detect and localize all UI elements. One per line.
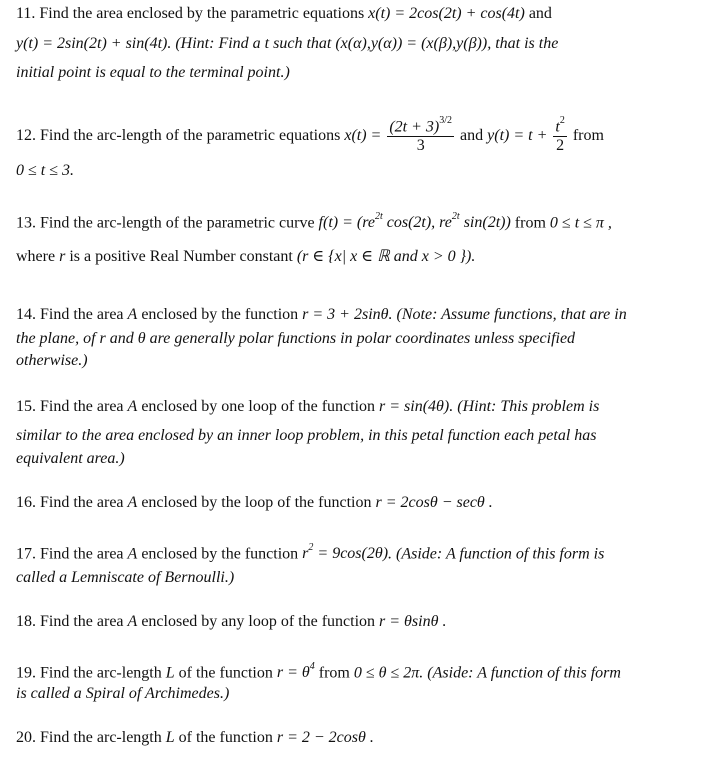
p15-equation: r = sin(4θ) xyxy=(379,398,450,415)
problem-13-line-1 xyxy=(16,209,612,233)
problem-16-line-1 xyxy=(16,493,493,513)
p12-y-lhs: y(t) = t + xyxy=(487,127,548,144)
problem-15-line-3: equivalent area.) xyxy=(16,450,125,467)
p12-and: and xyxy=(460,127,484,144)
p19-lead: 19. Find the arc-length xyxy=(16,664,162,682)
p11-lead: 11. Find the area enclosed by the parametric equations xyxy=(16,5,365,22)
p16-A: A xyxy=(127,494,138,511)
p18-equation: r = θsinθ . xyxy=(379,613,447,630)
p13-curve: $f(t) = (re^{2t}$ cos(2t), $re^{2t}$ sin(2t)) xyxy=(318,211,511,232)
problem-14-line-2: the plane, of r and θ are generally polar functions in polar coordinates unless specified xyxy=(16,330,576,347)
p16-mid: enclosed by the loop of the function xyxy=(141,494,372,511)
problem-15-line-1 xyxy=(16,397,599,417)
p19-from: from xyxy=(318,664,350,682)
p17-lead: 17. Find the area xyxy=(16,545,124,563)
p18-A: A xyxy=(127,613,138,630)
p13-lead: 13. Find the arc-length of the parametric curve xyxy=(16,214,315,232)
problem-11-line-3: initial point is equal to the terminal point.) xyxy=(16,64,290,81)
problem-19-line-1 xyxy=(16,659,621,683)
p16-equation: r = 2cosθ − secθ . xyxy=(375,494,493,511)
p12-y-numerator: t xyxy=(555,118,560,136)
p20-L: L xyxy=(165,729,175,746)
p19-equation: $r = \theta^4$ xyxy=(276,661,315,682)
p12-x-fraction xyxy=(387,115,454,155)
p17-equation: $r^2 = 9\cos(2\theta)$ xyxy=(302,542,389,563)
problem-11-line-2 xyxy=(16,34,558,54)
p13-where: where xyxy=(16,248,56,265)
p12-range: 0 ≤ t ≤ 3. xyxy=(16,162,75,179)
p20-equation: r = 2 − 2cosθ . xyxy=(276,729,374,746)
problem-17-line-1 xyxy=(16,540,604,564)
problem-20-line-1 xyxy=(16,728,374,748)
p14-note: . (Note: Assume functions, that are in xyxy=(388,306,627,323)
p18-mid: enclosed by any loop of the function xyxy=(141,613,376,630)
p12-x-denominator: 3 xyxy=(416,137,425,155)
problem-12-line-1 xyxy=(16,116,604,156)
p17-mid: enclosed by the function xyxy=(141,545,299,563)
p12-from: from xyxy=(572,127,604,144)
p14-mid: enclosed by the function xyxy=(141,306,299,323)
problem-14-line-1 xyxy=(16,305,627,325)
p12-lead: 12. Find the arc-length of the parametric equations xyxy=(16,127,341,144)
p14-lead: 14. Find the area xyxy=(16,306,124,323)
p13-from: from xyxy=(514,214,546,232)
p20-mid: of the function xyxy=(178,729,273,746)
p14-equation: r = 3 + 2sinθ xyxy=(302,306,389,323)
p17-exponent: 2 xyxy=(308,542,314,553)
p17-aside: . (Aside: A function of this form is xyxy=(388,545,605,563)
problem-11-line-1 xyxy=(16,4,552,24)
p12-y-fraction xyxy=(553,115,566,155)
p13-constant-text: is a positive Real Number constant xyxy=(69,248,293,265)
p12-y-num-exponent: 2 xyxy=(559,115,565,127)
p17-A: A xyxy=(127,545,138,563)
p13-exp-1: 2t xyxy=(374,211,383,222)
p11-hint: . (Hint: Find a t such that xyxy=(167,35,332,52)
p11-hint-equation: (x(α),y(α)) = (x(β),y(β)) xyxy=(335,35,488,52)
p12-x-lhs: x(t) = xyxy=(344,127,382,144)
problem-15-line-2: similar to the area enclosed by an inner loop problem, in this petal function each petal has xyxy=(16,427,597,444)
p14-A: A xyxy=(127,306,138,323)
problem-19-line-2: is called a Spiral of Archimedes.) xyxy=(16,685,230,702)
p20-lead: 20. Find the arc-length xyxy=(16,729,162,746)
problem-13-line-2 xyxy=(16,247,475,267)
p11-hint-tail: , that is the xyxy=(487,35,559,52)
p15-hint: . (Hint: This problem is xyxy=(449,398,600,415)
p11-and: and xyxy=(528,5,552,22)
p12-x-exponent: 3/2 xyxy=(439,115,453,127)
p19-exponent: 4 xyxy=(309,661,315,672)
p15-lead: 15. Find the area xyxy=(16,398,124,415)
p15-A: A xyxy=(127,398,138,415)
p19-mid: of the function xyxy=(178,664,273,682)
p13-r: r xyxy=(59,248,66,265)
p19-aside: . (Aside: A function of this form xyxy=(419,664,621,682)
p12-y-denominator: 2 xyxy=(556,137,565,155)
p15-mid: enclosed by one loop of the function xyxy=(141,398,376,415)
problem-14-line-3: otherwise.) xyxy=(16,352,88,369)
p19-L: L xyxy=(165,664,175,682)
problem-18-line-1 xyxy=(16,612,446,632)
p12-x-numerator: (2t + 3) xyxy=(389,118,440,136)
p19-range: 0 ≤ θ ≤ 2π xyxy=(353,664,420,682)
p18-lead: 18. Find the area xyxy=(16,613,124,630)
p13-range: 0 ≤ t ≤ π , xyxy=(549,214,612,232)
p13-exp-2: 2t xyxy=(451,211,460,222)
p11-y-equation: y(t) = 2sin(2t) + sin(4t) xyxy=(16,35,168,52)
p11-x-equation: x(t) = 2cos(2t) + cos(4t) xyxy=(368,5,525,22)
p16-lead: 16. Find the area xyxy=(16,494,124,511)
problem-17-line-2: called a Lemniscate of Bernoulli.) xyxy=(16,569,235,586)
p13-set-notation: (r ∈ {x| x ∈ ℝ and x > 0 }). xyxy=(296,248,476,265)
